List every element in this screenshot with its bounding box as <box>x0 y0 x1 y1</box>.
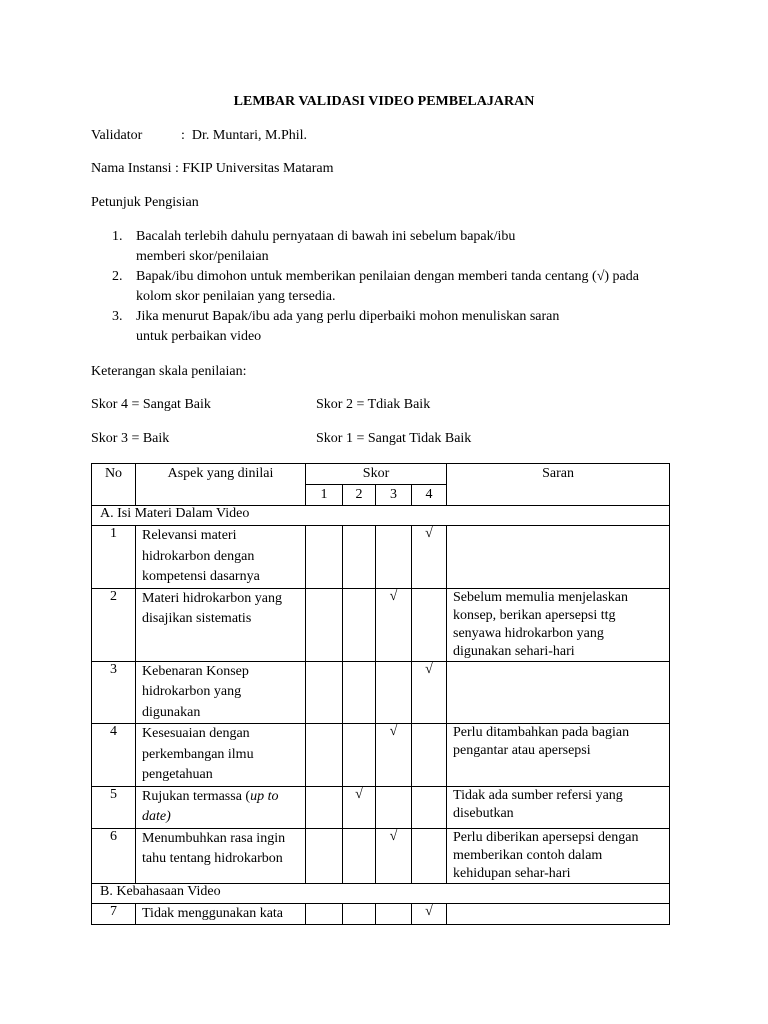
table-row: 6 Menumbuhkan rasa ingin tahu tentang hidrokarbon √ Perlu diberikan apersepsi dengan memberikan contoh dalam kehidupan sehar-hari <box>92 828 670 883</box>
header-no: No <box>92 464 136 506</box>
score-check[interactable]: √ <box>376 588 412 661</box>
validator-label: Validator <box>91 128 143 143</box>
table-row: 7 Tidak menggunakan kata √ <box>92 903 670 925</box>
document-title: LEMBAR VALIDASI VIDEO PEMBELAJARAN <box>233 94 535 109</box>
table-row: 4 Kesesuaian dengan perkembangan ilmu pengetahuan √ Perlu ditambahkan pada bagian pengantar atau apersepsi <box>92 724 670 787</box>
validation-table <box>91 463 670 925</box>
score-check[interactable]: √ <box>376 724 412 787</box>
table-row: 3 Kebenaran Konsep hidrokarbon yang digunakan √ <box>92 661 670 724</box>
header-score-2: 2 <box>343 485 376 506</box>
instruction-item: 2. Bapak/ibu dimohon untuk memberikan penilaian dengan memberi tanda centang (√) pada kolom skor penilaian yang tersedia. <box>112 269 639 304</box>
keterangan-heading: Keterangan skala penilaian: <box>91 364 247 379</box>
header-score-1: 1 <box>306 485 343 506</box>
header-score-4: 4 <box>412 485 447 506</box>
scale-row-2 <box>91 431 471 447</box>
header-aspek: Aspek yang dinilai <box>136 464 306 506</box>
petunjuk-heading: Petunjuk Pengisian <box>91 195 199 210</box>
score-check[interactable]: √ <box>343 786 376 828</box>
header-score-3: 3 <box>376 485 412 506</box>
header-saran: Saran <box>447 464 670 506</box>
validator-line <box>91 128 307 144</box>
table-row: 1 Relevansi materi hidrokarbon dengan kompetensi dasarnya √ <box>92 526 670 589</box>
section-b-label: B. Kebahasaan Video <box>92 883 670 903</box>
scale-3: Skor 3 = Baik <box>91 431 170 446</box>
validator-separator: : <box>181 128 185 143</box>
scale-row-1 <box>91 397 430 413</box>
score-check[interactable]: √ <box>376 828 412 883</box>
score-check[interactable]: √ <box>412 661 447 724</box>
section-a-row <box>92 506 670 526</box>
score-check[interactable]: √ <box>412 526 447 589</box>
scale-2: Skor 2 = Tdiak Baik <box>316 397 431 412</box>
scale-1: Skor 1 = Sangat Tidak Baik <box>316 431 472 446</box>
section-a-label: A. Isi Materi Dalam Video <box>92 506 670 526</box>
section-b-row <box>92 883 670 903</box>
validator-name: Dr. Muntari, M.Phil. <box>191 128 308 143</box>
instruction-list <box>91 227 691 347</box>
table-row: 2 Materi hidrokarbon yang disajikan sistematis √ Sebelum memulia menjelaskan konsep, berikan apersepsi ttg senyawa hidrokarbon yang digunakan sehari-hari <box>92 588 670 661</box>
table-header-row <box>92 464 670 485</box>
scale-4: Skor 4 = Sangat Baik <box>91 397 211 412</box>
score-check[interactable]: √ <box>412 903 447 925</box>
instruction-item: 1. Bacalah terlebih dahulu pernyataan di bawah ini sebelum bapak/ibu memberi skor/penilaian <box>112 229 516 264</box>
instansi-line: Nama Instansi : FKIP Universitas Mataram <box>91 161 334 176</box>
table-row: 5 Rujukan termassa (up to date) √ Tidak ada sumber refersi yang disebutkan <box>92 786 670 828</box>
instruction-item: 3. Jika menurut Bapak/ibu ada yang perlu diperbaiki mohon menuliskan saran untuk perbaikan video <box>112 309 560 344</box>
header-skor: Skor <box>306 464 447 485</box>
